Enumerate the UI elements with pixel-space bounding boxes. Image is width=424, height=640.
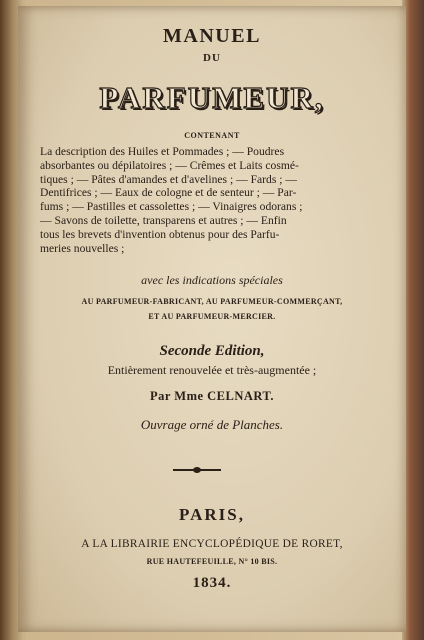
city-line: PARIS, bbox=[179, 505, 245, 524]
ornamental-rule bbox=[173, 469, 221, 471]
description-line: absorbantes ou dépilatoires ; — Crêmes et Laits cosmé- bbox=[40, 158, 299, 172]
title-line-manuel: MANUEL bbox=[163, 25, 261, 47]
contenant-label: CONTENANT bbox=[184, 131, 240, 140]
edition-line: Seconde Edition, bbox=[159, 343, 265, 359]
title-line-parfumeur: PARFUMEUR, bbox=[99, 80, 325, 115]
renouvelee-line: Entièrement renouvelée et très-augmentée ; bbox=[107, 363, 317, 377]
recipients-line-1: AU PARFUMEUR-FABRICANT, AU PARFUMEUR-COMMERÇANT, bbox=[81, 297, 343, 306]
avec-line: avec les indications spéciales bbox=[141, 273, 283, 287]
publisher-line: A LA LIBRAIRIE ENCYCLOPÉDIQUE DE RORET, bbox=[81, 538, 343, 550]
address-line: RUE HAUTEFEUILLE, N° 10 BIS. bbox=[146, 557, 278, 566]
description-line: — Savons de toilette, transparens et autres ; — Enfin bbox=[40, 213, 287, 227]
planches-line: Ouvrage orné de Planches. bbox=[140, 417, 284, 432]
description-line: fums ; — Pastilles et cassolettes ; — Vinaigres odorans ; bbox=[40, 200, 303, 214]
title-line-du: DU bbox=[203, 52, 221, 64]
recipients-line-2: ET AU PARFUMEUR-MERCIER. bbox=[148, 312, 276, 321]
description-line: La description des Huiles et Pommades ; — Poudres bbox=[40, 145, 285, 158]
title-page-content bbox=[18, 6, 406, 632]
title-page bbox=[18, 6, 406, 632]
description-line: tiques ; — Pâtes d'amandes et d'avelines ; — Fards ; — bbox=[40, 172, 297, 186]
description-line: tous les brevets d'invention obtenus pour des Parfu- bbox=[40, 227, 280, 241]
description-line: Dentifrices ; — Eaux de cologne et de senteur ; — Par- bbox=[40, 186, 297, 200]
year-line: 1834. bbox=[192, 575, 232, 591]
description-block bbox=[40, 145, 385, 255]
description-line: meries nouvelles ; bbox=[40, 241, 125, 255]
author-line: Par Mme CELNART. bbox=[149, 389, 275, 403]
